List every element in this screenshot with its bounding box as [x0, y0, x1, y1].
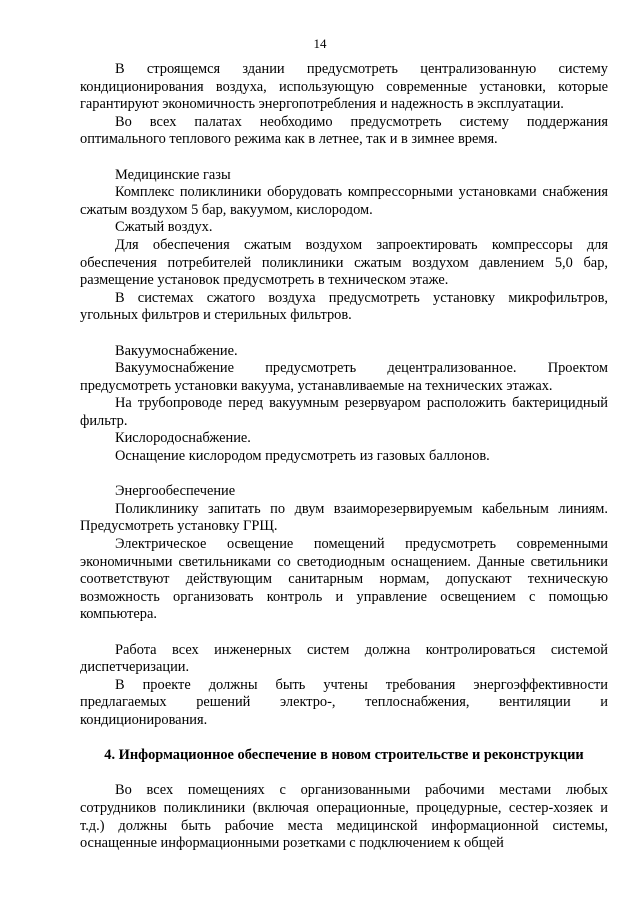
paragraph-cable-lines: Поликлинику запитать по двум взаиморезервируемым кабельным линиям. Предусмотреть установку ГРЩ. [80, 500, 608, 535]
subsection-title-oxygen: Кислородоснабжение. [115, 430, 251, 447]
page-number: 14 [313, 36, 327, 51]
paragraph-air-conditioning: В строящемся здании предусмотреть централизованную систему кондиционирования воздуха, использующую современные установки, которые гарантируют экономичность энергопотребления и надежность в эксплуатации. [80, 61, 608, 113]
paragraph-bactericidal-filter: На трубопроводе перед вакуумным резервуаром расположить бактерицидный фильтр. [80, 395, 608, 429]
paragraph-workplaces: Во всех помещениях с организованными рабочими местами любых сотрудников поликлиники (включая операционные, процедурные, сестер-хозяек и т.д.) должны быть рабочие места медицинской информационной системы, оснащенные информационными розетками с подключением к общей [80, 782, 608, 852]
paragraph-dispatching: Работа всех инженерных систем должна контролироваться системой диспетчеризации. [80, 641, 608, 676]
section-title-power-supply: Энергообеспечение [115, 483, 236, 500]
document-body [80, 61, 608, 853]
paragraph-filters: В системах сжатого воздуха предусмотреть установку микрофильтров, угольных фильтров и стерильных фильтров. [80, 289, 608, 324]
paragraph-oxygen-cylinders: Оснащение кислородом предусмотреть из газовых баллонов. [115, 448, 490, 465]
paragraph-energy-efficiency: В проекте должны быть учтены требования энергоэффективности предлагаемых решений электро-, теплоснабжения, вентиляции и кондиционирования. [80, 676, 608, 728]
paragraph-lighting: Электрическое освещение помещений предусмотреть современными экономичными светильниками со светодиодным оснащением. Данные светильники соответствуют действующим санитарным нормам, допускают техническую возможность организовать контроль и управление освещением с помощью компьютера. [80, 536, 608, 623]
subsection-title-vacuum: Вакуумоснабжение. [115, 342, 238, 359]
paragraph-vacuum-supply: Вакуумоснабжение предусмотреть децентрализованное. Проектом предусмотреть установки вакуума, устанавливаемые на технических этажах. [80, 360, 608, 394]
paragraph-thermal-regime: Во всех палатах необходимо предусмотреть систему поддержания оптимального теплового режима как в летнее, так и в зимнее время. [80, 113, 608, 148]
subsection-title-compressed-air: Сжатый воздух. [115, 219, 213, 236]
section-title-medical-gases: Медицинские газы [115, 166, 231, 183]
paragraph-compressor-units: Комплекс поликлиники оборудовать компрессорными установками снабжения сжатым воздухом 5 бар, вакуумом, кислородом. [80, 184, 608, 218]
paragraph-compressors: Для обеспечения сжатым воздухом запроектировать компрессоры для обеспечения потребителей поликлиники сжатым воздухом давлением 5,0 бар, размещение установок предусмотреть в техническом этаже. [80, 236, 608, 289]
section-heading-information-support: 4. Информационное обеспечение в новом строительстве и реконструкции [104, 747, 584, 764]
